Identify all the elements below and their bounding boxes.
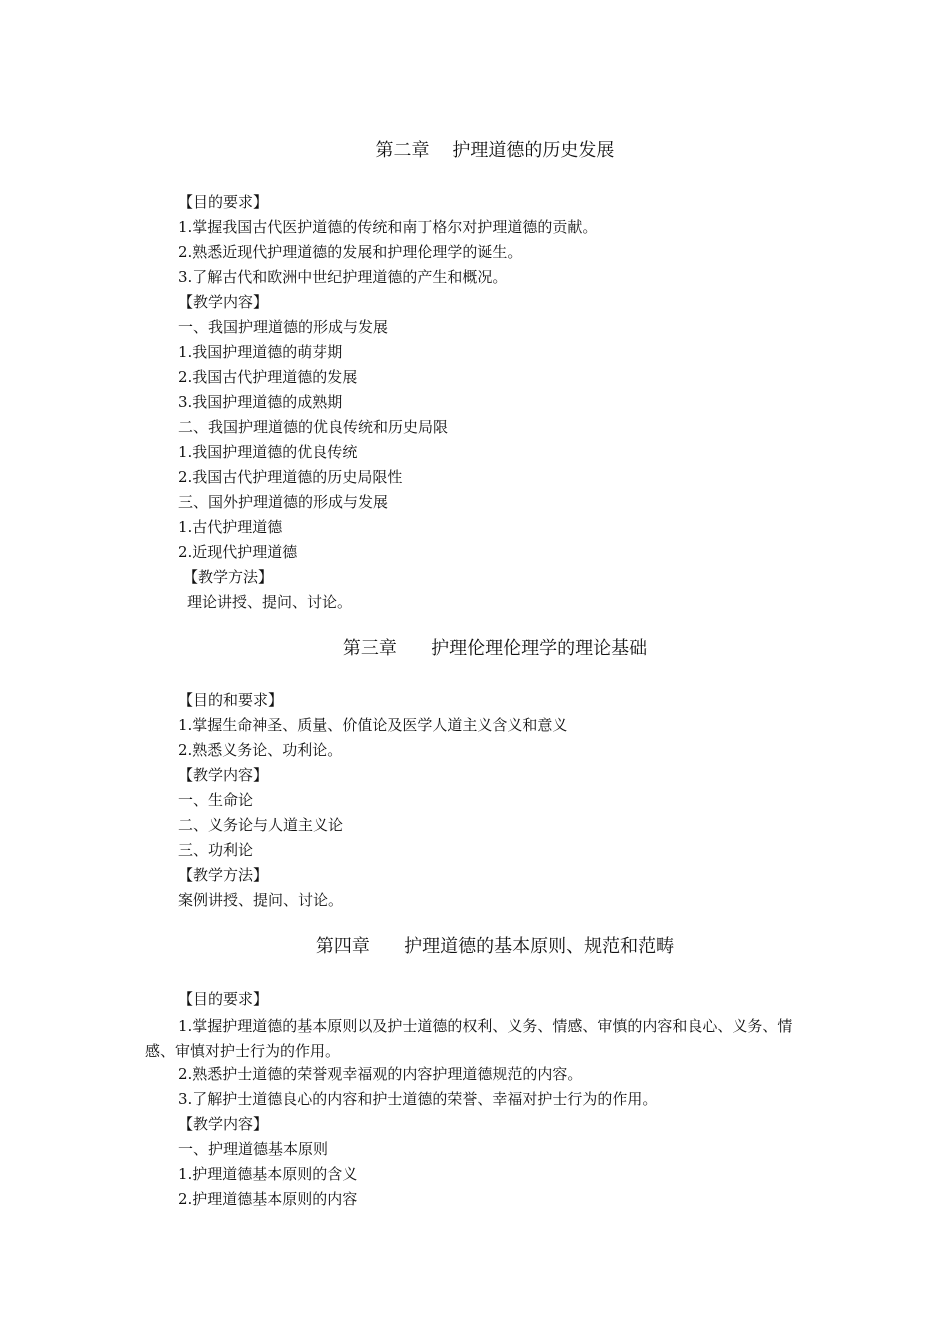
list-item: 1.护理道德基本原则的含义	[178, 1165, 358, 1183]
list-item: 二、我国护理道德的优良传统和历史局限	[178, 418, 449, 436]
list-item: 2.我国古代护理道德的历史局限性	[178, 468, 403, 486]
list-item: 二、义务论与人道主义论	[178, 816, 344, 834]
list-item: 1.古代护理道德	[178, 518, 283, 536]
chapter-2-title: 第二章 护理道德的历史发展	[375, 140, 615, 161]
section-heading: 【教学方法】	[178, 866, 269, 884]
list-item: 1.我国护理道德的优良传统	[178, 443, 358, 461]
list-item: 三、功利论	[178, 841, 254, 859]
list-item: 一、生命论	[178, 791, 254, 809]
list-item: 1.掌握生命神圣、质量、价值论及医学人道主义含义和意义	[178, 716, 568, 734]
list-item: 案例讲授、提问、讨论。	[178, 891, 344, 909]
list-item: 2.我国古代护理道德的发展	[178, 368, 358, 386]
list-item: 1.掌握我国古代医护道德的传统和南丁格尔对护理道德的贡献。	[178, 218, 598, 236]
section-heading: 【教学内容】	[178, 766, 269, 784]
list-item: 2.熟悉护士道德的荣誉观幸福观的内容护理道德规范的内容。	[178, 1065, 583, 1083]
list-item: 3.我国护理道德的成熟期	[178, 393, 343, 411]
list-item: 2.熟悉义务论、功利论。	[178, 741, 343, 759]
section-heading: 【目的要求】	[178, 193, 269, 211]
list-item: 3.了解护士道德良心的内容和护士道德的荣誉、幸福对护士行为的作用。	[178, 1090, 658, 1108]
section-heading: 【目的和要求】	[178, 691, 284, 709]
list-item: 2.熟悉近现代护理道德的发展和护理伦理学的诞生。	[178, 243, 523, 261]
paragraph: 1.掌握护理道德的基本原则以及护士道德的权利、义务、情感、审慎的内容和良心、义务、情感、审慎对护士行为的作用。	[145, 1017, 793, 1060]
list-item: 理论讲授、提问、讨论。	[187, 593, 353, 611]
section-heading: 【目的要求】	[178, 990, 269, 1008]
list-item: 一、我国护理道德的形成与发展	[178, 318, 389, 336]
list-item: 三、国外护理道德的形成与发展	[178, 493, 389, 511]
section-heading: 【教学方法】	[183, 568, 274, 586]
list-item: 2.近现代护理道德	[178, 543, 298, 561]
list-item: 一、护理道德基本原则	[178, 1140, 329, 1158]
chapter-3-title: 第三章 护理伦理伦理学的理论基础	[342, 638, 648, 659]
section-heading: 【教学内容】	[178, 293, 269, 311]
chapter-4-title: 第四章 护理道德的基本原则、规范和范畴	[315, 936, 675, 957]
section-heading: 【教学内容】	[178, 1115, 269, 1133]
list-item: 1.我国护理道德的萌芽期	[178, 343, 343, 361]
list-item: 3.了解古代和欧洲中世纪护理道德的产生和概况。	[178, 268, 508, 286]
list-item: 2.护理道德基本原则的内容	[178, 1190, 358, 1208]
